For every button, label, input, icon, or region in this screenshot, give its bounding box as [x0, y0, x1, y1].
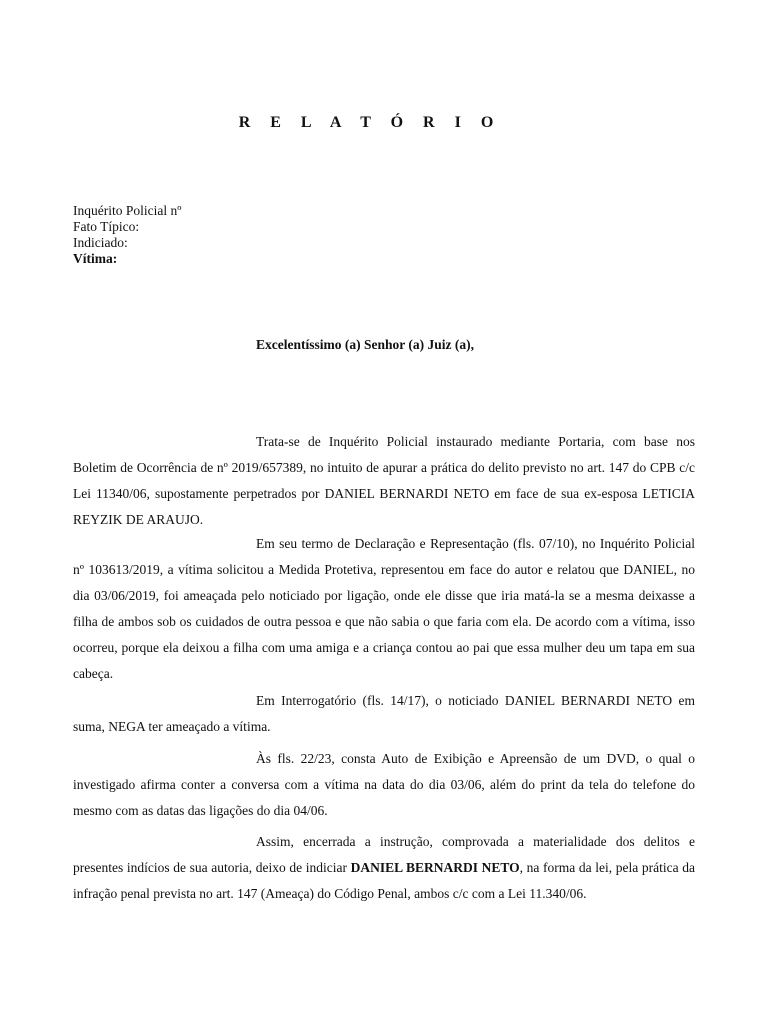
salutation: Excelentíssimo (a) Senhor (a) Juiz (a),: [256, 337, 474, 352]
case-fields: [73, 203, 181, 267]
field-inquerito: Inquérito Policial nº: [73, 203, 182, 218]
paragraph-3: [73, 688, 695, 740]
paragraph-5-end: , na forma da lei, pela prática da infração penal prevista no art. 147 (Ameaça) do Código Penal, ambos c/c com a Lei 11.340/06.: [73, 860, 695, 901]
paragraph-5: [73, 829, 695, 907]
paragraph-1: [73, 429, 695, 533]
paragraph-2-text: Em seu termo de Declaração e Representação (fls. 07/10), no Inquérito Policial nº 103613/2019, a vítima solicitou a Medida Protetiva, representou em face do autor e relatou que DANIEL, no dia 03/06/2019, foi ameaçada pelo noticiado por ligação, onde ele disse que iria matá-la se a mesma deixasse a filha de ambos sob os cuidados de outra pessoa e que não sabia o que faria com ela. De acordo com a vítima, isso ocorreu, porque ela deixou a filha com uma amiga e a criança contou ao pai que essa mulher deu um tapa em sua cabeça.: [73, 536, 695, 681]
paragraph-2: [73, 531, 695, 687]
paragraph-1-text: Trata-se de Inquérito Policial instaurado mediante Portaria, com base nos Boletim de Ocorrência de nº 2019/657389, no intuito de apurar a prática do delito previsto no art. 147 do CPB c/c Lei 11340/06, supostamente perpetrados por DANIEL BERNARDI NETO em face de sua ex-esposa LETICIA REYZIK DE ARAUJO.: [73, 434, 695, 527]
paragraph-3-text: Em Interrogatório (fls. 14/17), o noticiado DANIEL BERNARDI NETO em suma, NEGA ter ameaçado a vítima.: [73, 693, 695, 734]
field-vitima: Vítima:: [73, 251, 118, 266]
field-indiciado: Indiciado:: [73, 235, 128, 250]
paragraph-5-start: Assim, encerrada a instrução, comprovada a materialidade dos delitos e presentes indícios de sua autoria, deixo de indiciar: [73, 834, 695, 875]
document-title: R E L A T Ó R I O: [238, 114, 502, 131]
paragraph-5-text: [73, 829, 695, 907]
paragraph-5-defendant-name: DANIEL BERNARDI NETO: [350, 860, 520, 875]
paragraph-4-text: Às fls. 22/23, consta Auto de Exibição e Apreensão de um DVD, o qual o investigado afirma conter a conversa com a vítima na data do dia 03/06, além do print da tela do telefone do mesmo com as datas das ligações do dia 04/06.: [73, 751, 695, 818]
paragraph-4: [73, 746, 695, 824]
field-fato-tipico: Fato Típico:: [73, 219, 140, 234]
